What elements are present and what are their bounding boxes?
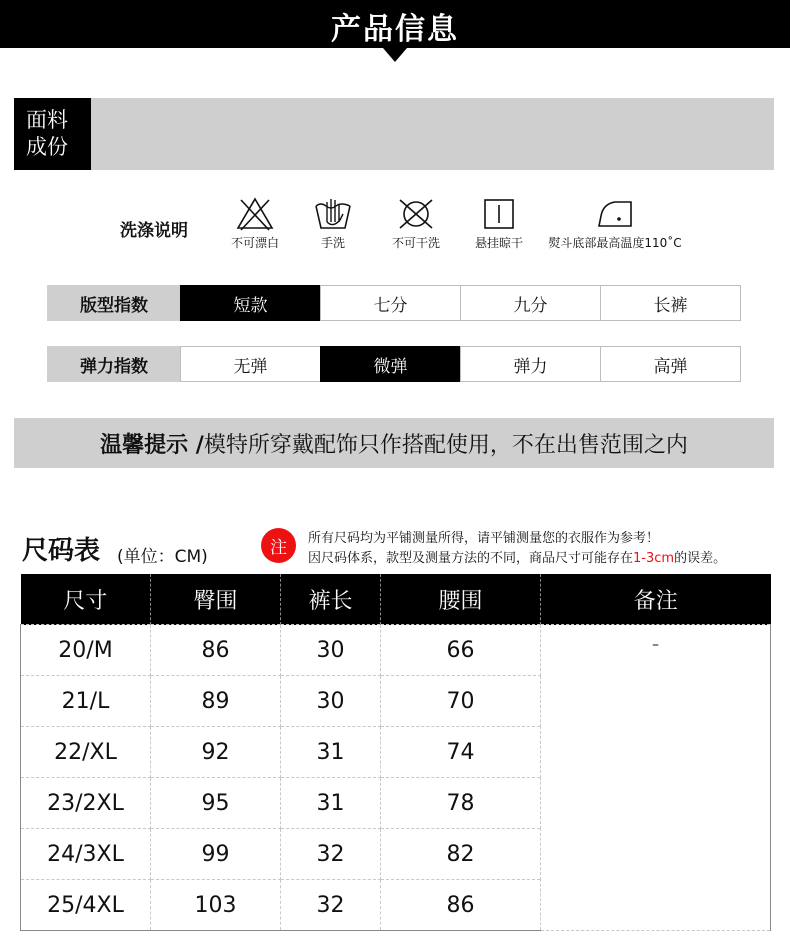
stretch-index-label: 弹力指数 xyxy=(47,346,181,382)
hang-dry-icon xyxy=(479,196,519,232)
cell-length: 31 xyxy=(281,727,381,778)
note-line-2-pre: 因尺码体系，款型及测量方法的不同，商品尺寸可能存在 xyxy=(308,551,634,566)
fabric-label xyxy=(14,98,91,170)
wash-title: 洗涤说明 xyxy=(120,221,188,241)
stretch-index-row xyxy=(47,346,742,382)
cell-length: 32 xyxy=(281,880,381,931)
wash-item-hang-dry xyxy=(466,196,532,251)
style-index-label: 版型指数 xyxy=(47,285,181,321)
style-option-cropped-7[interactable]: 七分 xyxy=(320,285,461,321)
cell-size: 24/3XL xyxy=(21,829,151,880)
size-table-header xyxy=(21,574,771,625)
cell-waist: 74 xyxy=(381,727,541,778)
header-size: 尺寸 xyxy=(21,574,151,625)
cell-hip: 89 xyxy=(151,676,281,727)
cell-size: 21/L xyxy=(21,676,151,727)
hand-wash-icon xyxy=(313,196,353,232)
cell-hip: 103 xyxy=(151,880,281,931)
note-line-2 xyxy=(308,547,726,566)
wash-item-no-dry-clean xyxy=(383,196,449,251)
cell-size: 25/4XL xyxy=(21,880,151,931)
cell-waist: 66 xyxy=(381,625,541,676)
table-row xyxy=(21,625,771,676)
cell-size: 23/2XL xyxy=(21,778,151,829)
note-line-1: 所有尺码均为平铺测量所得，请平铺测量您的衣服作为参考！ xyxy=(308,531,660,546)
note-line-2-highlight: 1-3cm xyxy=(633,551,675,566)
tip-text: 模特所穿戴配饰只作搭配使用，不在出售范围之内 xyxy=(203,432,688,458)
stretch-option-high[interactable]: 高弹 xyxy=(600,346,741,382)
tip-banner xyxy=(14,418,774,468)
cell-waist: 82 xyxy=(381,829,541,880)
header-bar xyxy=(0,0,790,48)
stretch-option-slight[interactable]: 微弹 xyxy=(320,346,461,382)
header-arrow xyxy=(383,48,407,62)
cell-hip: 92 xyxy=(151,727,281,778)
note-line-2-post: 的误差。 xyxy=(674,551,727,566)
cell-hip: 95 xyxy=(151,778,281,829)
wash-item-iron xyxy=(540,196,690,251)
no-dry-clean-icon xyxy=(396,196,436,232)
fabric-label-line1: 面料 xyxy=(26,108,68,132)
header-waist: 腰围 xyxy=(381,574,541,625)
cell-waist: 70 xyxy=(381,676,541,727)
cell-length: 30 xyxy=(281,676,381,727)
style-option-long[interactable]: 长裤 xyxy=(600,285,741,321)
wash-label: 不可干洗 xyxy=(391,236,440,250)
style-option-short[interactable]: 短款 xyxy=(180,285,321,321)
no-bleach-icon xyxy=(235,196,275,232)
wash-label: 熨斗底部最高温度110˚C xyxy=(548,236,682,250)
cell-size: 20/M xyxy=(21,625,151,676)
size-chart-unit: (单位：CM) xyxy=(117,547,208,567)
wash-label: 手洗 xyxy=(320,236,345,250)
cell-hip: 86 xyxy=(151,625,281,676)
wash-item-hand-wash xyxy=(300,196,366,251)
cell-length: 31 xyxy=(281,778,381,829)
fabric-label-line2: 成份 xyxy=(26,135,68,159)
fabric-panel xyxy=(14,98,774,170)
style-option-cropped-9[interactable]: 九分 xyxy=(460,285,601,321)
cell-length: 32 xyxy=(281,829,381,880)
cell-waist: 78 xyxy=(381,778,541,829)
header-hip: 臀围 xyxy=(151,574,281,625)
cell-hip: 99 xyxy=(151,829,281,880)
header-length: 裤长 xyxy=(281,574,381,625)
stretch-option-stretch[interactable]: 弹力 xyxy=(460,346,601,382)
cell-remark: – xyxy=(541,625,771,931)
cell-waist: 86 xyxy=(381,880,541,931)
header-remark: 备注 xyxy=(541,574,771,625)
cell-length: 30 xyxy=(281,625,381,676)
wash-label: 悬挂晾干 xyxy=(474,236,523,250)
size-chart-title: 尺码表 xyxy=(22,536,101,566)
wash-item-no-bleach xyxy=(222,196,288,251)
cell-size: 22/XL xyxy=(21,727,151,778)
note-badge: 注 xyxy=(261,528,296,563)
style-index-row xyxy=(47,285,742,321)
tip-heading: 温馨提示 / xyxy=(100,432,204,458)
page-title: 产品信息 xyxy=(331,12,459,47)
iron-icon xyxy=(595,196,635,232)
wash-label: 不可漂白 xyxy=(230,236,279,250)
size-table xyxy=(20,574,771,931)
stretch-option-none[interactable]: 无弹 xyxy=(180,346,321,382)
